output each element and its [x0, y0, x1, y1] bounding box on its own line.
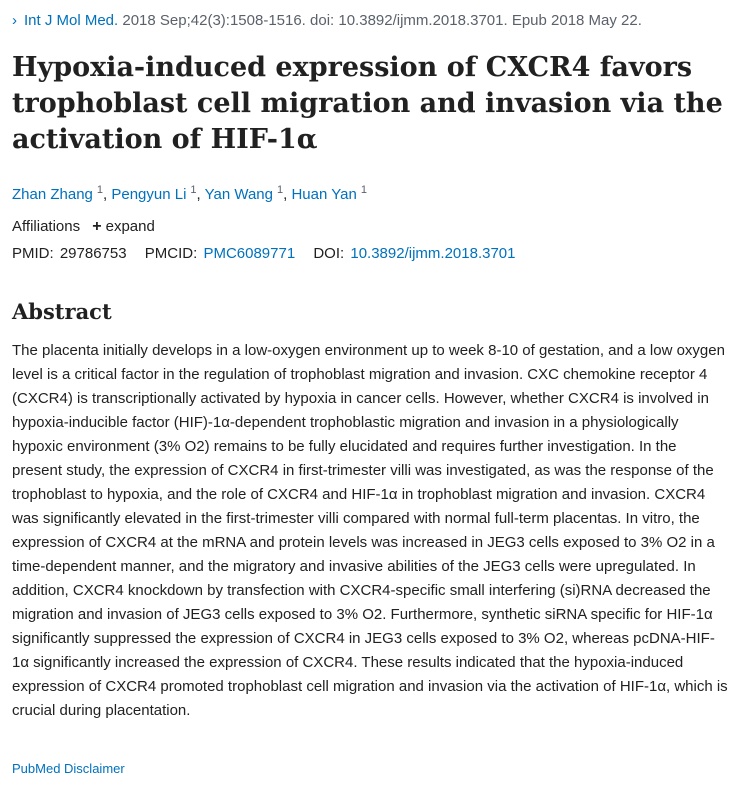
author-affiliation-ref[interactable]: 1 — [360, 184, 367, 196]
author-link[interactable]: Zhan Zhang — [12, 186, 93, 203]
pmcid-label: PMCID: — [144, 245, 198, 262]
doi-link[interactable]: 10.3892/ijmm.2018.3701 — [350, 245, 516, 262]
author-link[interactable]: Pengyun Li — [111, 186, 187, 203]
author-affiliation-ref[interactable]: 1 — [190, 184, 197, 196]
journal-name: Int J Mol Med. — [24, 12, 119, 29]
identifiers-row — [12, 244, 515, 264]
doi-label: DOI: — [313, 245, 345, 262]
author-link[interactable]: Huan Yan — [291, 186, 357, 203]
author-affiliation-ref[interactable]: 1 — [96, 184, 104, 196]
expand-label: expand — [105, 218, 155, 235]
expand-affiliations-button[interactable] — [92, 218, 155, 235]
pmid-label: PMID: — [12, 245, 54, 262]
chevron-right-icon: › — [12, 12, 17, 29]
abstract-heading: Abstract — [12, 299, 112, 324]
affiliations-row — [12, 217, 155, 237]
citation-details: 2018 Sep;42(3):1508-1516. doi: 10.3892/ijmm.2018.3701. Epub 2018 May 22. — [118, 12, 642, 29]
author-list: Zhan Zhang $^1$, Pengyun Li $^1$, Yan Wang $^1$, Huan Yan $^1$ — [12, 184, 367, 203]
pubmed-disclaimer-link[interactable]: PubMed Disclaimer — [12, 761, 125, 776]
affiliations-label: Affiliations — [12, 218, 81, 235]
article-title: Hypoxia-induced expression of CXCR4 favors trophoblast cell migration and invasion via the activation of HIF-1α — [12, 52, 723, 155]
abstract-text: The placenta initially develops in a low-oxygen environment up to week 8-10 of gestation, and a low oxygen level is a critical factor in the regulation of trophoblast migration and invasion. CXC chemokine receptor 4 (CXCR4) is transcriptionally activated by hypoxia in cancer cells. However, whether CXCR4 is involved in hypoxia-inducible factor (HIF)-1α-dependent trophoblastic migration and invasion in a physiologically hypoxic environment (3% O2) remains to be fully elucidated and requires further investigation. In the present study, the expression of CXCR4 in first-trimester villi was investigated, as was the response of the trophoblast to hypoxia, and the role of CXCR4 and HIF-1α in trophoblast migration and invasion. CXCR4 was significantly elevated in the first-trimester villi compared with normal full-term placentas. In vitro, the expression of CXCR4 at the mRNA and protein levels was increased in JEG3 cells exposed to 3% O2 in a time-dependent manner, and the migratory and invasive abilities of the JEG3 cells were upregulated. In addition, CXCR4 knockdown by transfection with CXCR4-specific small interfering (si)RNA decreased the migration and invasion of JEG3 cells exposed to 3% O2. Furthermore, synthetic siRNA specific for HIF-1α significantly suppressed the expression of CXCR4 in JEG3 cells exposed to 3% O2, whereas pcDNA-HIF-1α significantly increased the expression of CXCR4. These results indicated that the hypoxia-induced expression of CXCR4 promoted trophoblast cell migration and invasion via the activation of HIF-1α, which is crucial during placentation. — [12, 342, 728, 719]
pmid-value: 29786753 — [59, 245, 127, 262]
pmcid-link[interactable]: PMC6089771 — [203, 245, 296, 262]
author-link[interactable]: Yan Wang — [204, 186, 273, 203]
author-affiliation-ref[interactable]: 1 — [277, 184, 284, 196]
journal-link[interactable] — [12, 12, 118, 29]
citation-line — [12, 11, 642, 31]
plus-icon: + — [92, 218, 102, 235]
